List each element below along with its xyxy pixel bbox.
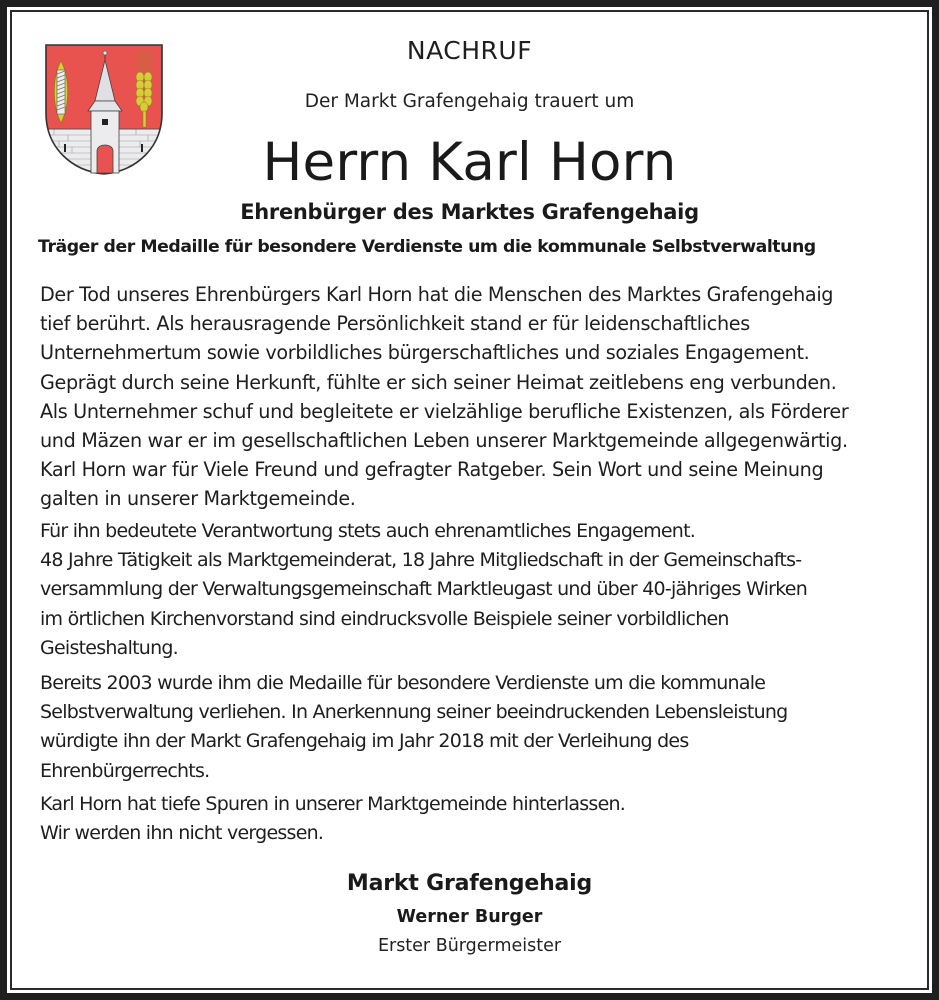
text-line: Der Tod unseres Ehrenbürgers Karl Horn hat die Menschen des Marktes Grafengehaig: [40, 283, 834, 306]
paragraph-1: [40, 280, 910, 514]
signature-organization: Markt Grafengehaig: [346, 871, 593, 896]
honorary-title: Ehrenbürger des Marktes Grafengehaig: [240, 200, 699, 224]
text-line: tief berührt. Als herausragende Persönlichkeit stand er für leidenschaftliches: [40, 312, 750, 336]
notice-title: NACHRUF: [406, 36, 533, 65]
text-line: im örtlichen Kirchenvorstand sind eindrucksvolle Beispiele seiner vorbildlichen: [40, 607, 729, 630]
deceased-name: Herrn Karl Horn: [262, 132, 677, 193]
text-line: Geisteshaltung.: [40, 636, 178, 659]
text-line: würdigte ihn der Markt Grafengehaig im Jahr 2018 mit der Verleihung des: [40, 730, 689, 753]
signature-role: Erster Bürgermeister: [377, 936, 562, 956]
medal-line: Träger der Medaille für besondere Verdienste um die kommunale Selbstverwaltung: [38, 237, 816, 257]
paragraph-4: [40, 790, 910, 848]
text-line: Wir werden ihn nicht vergessen.: [40, 822, 324, 845]
text-line: Bereits 2003 wurde ihm die Medaille für besondere Verdienste um die kommunale: [40, 672, 766, 694]
paragraph-3: [40, 669, 910, 786]
text-line: Als Unternehmer schuf und begleitete er vielzählige berufliche Existenzen, als Förderer: [40, 399, 849, 423]
signature-person: Werner Burger: [396, 907, 543, 927]
text-line: Ehrenbürgerrechts.: [40, 759, 210, 782]
text-line: versammlung der Verwaltungsgemeinschaft Marktleugast und über 40-jähriges Wirken: [40, 578, 808, 601]
text-line: Geprägt durch seine Herkunft, fühlte er sich seiner Heimat zeitlebens eng verbunden.: [40, 370, 837, 394]
text-line: galten in unserer Marktgemeinde.: [40, 487, 356, 511]
intro-line: Der Markt Grafengehaig trauert um: [304, 91, 635, 112]
text-line: Für ihn bedeutete Verantwortung stets auch ehrenamtliches Engagement.: [40, 520, 696, 542]
text-line: und Mäzen war er im gesellschaftlichen Leben unserer Marktgemeinde allgegenwärtig.: [40, 428, 848, 452]
text-line: 48 Jahre Tätigkeit als Marktgemeinderat, 18 Jahre Mitgliedschaft in der Gemeinschafts-: [40, 549, 802, 572]
text-line: Karl Horn hat tiefe Spuren in unserer Marktgemeinde hinterlassen.: [40, 793, 626, 815]
paragraph-2: [40, 517, 910, 663]
text-line: Unternehmertum sowie vorbildliches bürgerschaftliches und soziales Engagement.: [40, 341, 810, 365]
text-line: Karl Horn war für Viele Freund und gefragter Ratgeber. Sein Wort und seine Meinung: [40, 458, 824, 482]
text-line: Selbstverwaltung verliehen. In Anerkennung seiner beeindruckenden Lebensleistung: [40, 701, 788, 724]
